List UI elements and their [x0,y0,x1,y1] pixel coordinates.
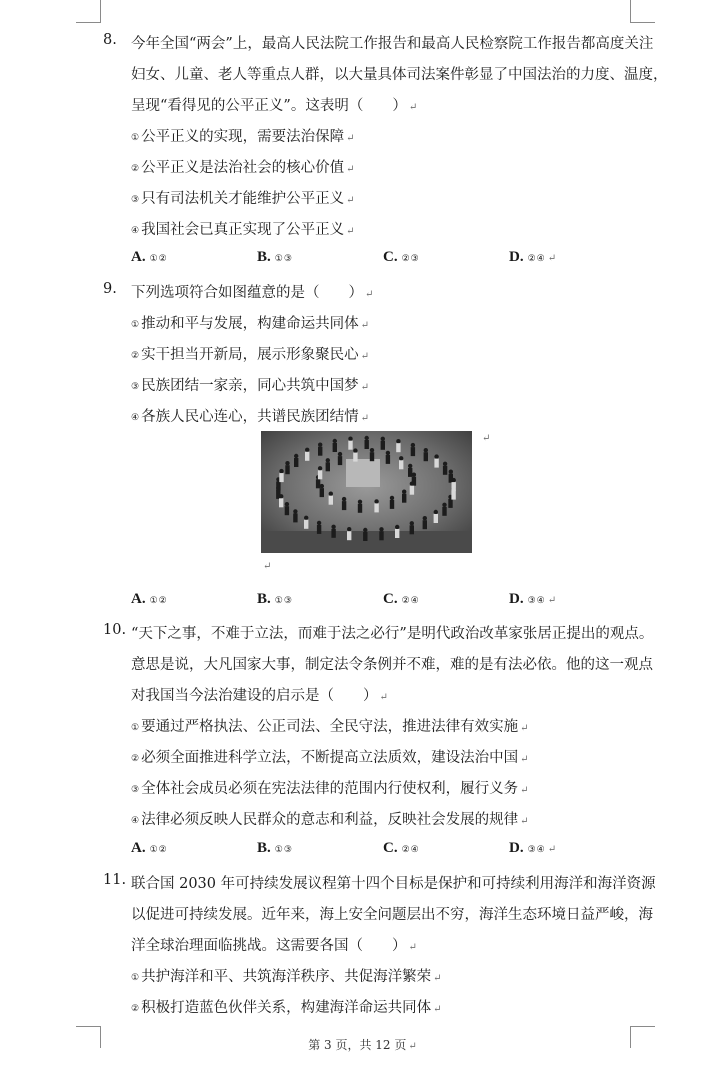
dancer-figure [363,532,367,541]
dancer-figure [358,504,362,513]
dancer-figure [353,453,357,462]
question-stem-line: “天下之事，不难于立法，而难于法之必行”是明代政治改革家张居正提出的观点。 [131,626,654,642]
option-item: ③ 全体社会成员必须在宪法法律的范围内行使权利，履行义务 ↵ [131,781,529,797]
dancer-figure [374,503,378,512]
choice-b: B. ①③ [257,249,293,265]
dancer-figure [408,464,412,468]
question-number: 8. [103,32,117,48]
dancer-figure [370,452,374,461]
dancer-figure [317,521,321,525]
dancer-figure [365,436,369,440]
dancer-figure [410,525,414,534]
question-stem-line: 下列选项符合如图蕴意的是（ ） ↵ [131,285,374,301]
dancer-figure [370,448,374,452]
dancer-figure [396,439,400,443]
paragraph-mark: ↵ [482,433,491,444]
dancer-figure [331,529,335,538]
dancer-figure [333,439,337,443]
dancer-figure [276,490,280,499]
choice-b: B. ①③ [257,840,293,856]
option-item: ④ 法律必须反映人民群众的意志和利益，反映社会发展的规律 ↵ [131,812,529,828]
dancer-figure [399,460,403,469]
dancer-figure [442,503,446,507]
dancer-figure [379,531,383,540]
choice-c: C. ②③ [383,249,420,265]
dancer-figure [285,506,289,515]
dancer-figure [279,498,283,507]
dancer-figure [434,459,438,468]
dancer-figure [395,529,399,538]
question-stem-line: 联合国 2030 年可持续发展议程第十四个目标是保护和可持续利用海洋和海洋资源 [131,876,656,892]
choice-d: D. ③④ ↵ [509,591,557,607]
circle-dance-image [261,431,472,553]
dancer-figure [326,462,330,471]
question-number: 9. [103,281,117,297]
dancer-figure [449,470,453,474]
dancer-figure [338,456,342,465]
question-stem-line: 洋全球治理面临挑战。这需要各国（ ） ↵ [131,938,417,954]
dancer-figure [442,507,446,516]
choice-b: B. ①③ [257,591,293,607]
dancer-figure [294,458,298,467]
crop-mark-top-left-v [100,0,101,22]
choice-a: A. ①② [131,591,168,607]
crop-mark-bottom-left-h [76,1026,101,1027]
option-item: ③ 只有司法机关才能维护公平正义 ↵ [131,191,355,207]
dancer-figure [347,531,351,540]
dancer-figure [434,454,438,458]
dancer-figure [448,499,452,508]
dancer-figure [348,441,352,450]
dancer-figure [412,477,416,486]
dancer-figure [452,482,456,491]
dancer-figure [451,491,455,500]
choice-c: C. ②④ [383,840,420,856]
dancer-figure [452,478,456,482]
dancer-figure [424,452,428,461]
choice-d: D. ③④ ↵ [509,840,557,856]
option-item: ① 推动和平与发展，构建命运共同体 ↵ [131,316,369,332]
dancer-figure [305,448,309,452]
dancer-figure [285,502,289,506]
dancer-figure [304,516,308,520]
crop-mark-top-right-h [630,22,655,23]
option-item: ② 实干担当开新局，展示形象聚民心 ↵ [131,347,369,363]
option-item: ① 要通过严格执法、公正司法、全民守法，推进法律有效实施 ↵ [131,719,529,735]
dancer-figure [411,447,415,456]
dancer-figure [443,462,447,466]
question-stem-line: 对我国当今法治建设的启示是（ ） ↵ [131,688,388,704]
dancer-figure [285,461,289,465]
dancer-figure [342,501,346,510]
dancer-figure [408,468,412,477]
dancer-figure [423,520,427,529]
dancer-figure [333,443,337,452]
dancer-figure [434,510,438,514]
question-stem-line: 妇女、儿童、老人等重点人群，以大量具体司法案件彰显了中国法治的力度、温度， [131,67,668,83]
choice-a: A. ①② [131,249,168,265]
dancer-figure [304,520,308,529]
dancer-figure [293,513,297,522]
dancer-figure [329,496,333,505]
question-number: 11. [103,872,127,888]
dancer-figure [402,494,406,503]
option-item: ④ 各族人民心连心，共谱民族团结情 ↵ [131,409,369,425]
question-number: 10. [103,622,127,638]
question-stem-line: 意思是说，大凡国家大事，制定法令条例并不难，难的是有法必依。他的这一观点 [131,657,653,673]
dancer-figure [316,479,320,488]
dancer-figure [294,454,298,458]
dancer-figure [326,458,330,462]
question-stem-line: 呈现“看得见的公平正义”。这表明（ ） ↵ [131,98,418,114]
dancer-figure [399,456,403,460]
dancer-figure [390,496,394,500]
option-item: ② 公平正义是法治社会的核心价值 ↵ [131,160,355,176]
dancer-figure [353,448,357,452]
dancer-figure [331,525,335,529]
dancer-figure [410,521,414,525]
option-item: ④ 我国社会已真正实现了公平正义 ↵ [131,222,355,238]
dancer-figure [410,486,414,495]
dancer-figure [396,443,400,452]
page-footer: 第 3 页，共 12 页 ↵ [308,1038,417,1052]
dancer-figure [374,499,378,503]
crop-mark-top-left-h [76,22,101,23]
dancer-figure [412,473,416,477]
crop-mark-top-right-v [630,0,631,22]
dancer-figure [386,455,390,464]
dancer-figure [411,443,415,447]
option-item: ③ 民族团结一家亲，同心共筑中国梦 ↵ [131,378,369,394]
option-item: ① 公平正义的实现，需要法治保障 ↵ [131,129,355,145]
question-stem-line: 今年全国“两会”上，最高人民法院工作报告和最高人民检察院工作报告都高度关注 [131,36,654,52]
dancer-figure [363,528,367,532]
dancer-figure [279,473,283,482]
option-item: ② 积极打造蓝色伙伴关系，构建海洋命运共同体 ↵ [131,1000,442,1016]
choice-a: A. ①② [131,840,168,856]
dancer-figure [285,465,289,474]
dancer-figure [381,441,385,450]
crop-mark-bottom-right-h [630,1026,655,1027]
ethnic-unity-dance-photo [261,431,472,553]
dancer-figure [320,488,324,497]
dancer-figure [342,497,346,501]
dancer-figure [390,500,394,509]
dancer-figure [348,437,352,441]
dancer-figure [443,466,447,475]
dancer-figure [424,448,428,452]
dancer-figure [329,492,333,496]
dancer-figure [318,443,322,447]
dancer-figure [381,437,385,441]
dancer-figure [379,527,383,531]
dancer-figure [317,525,321,534]
paragraph-mark: ↵ [263,561,272,572]
choice-d: D. ②④ ↵ [509,249,557,265]
dancer-figure [423,516,427,520]
option-item: ② 必须全面推进科学立法，不断提高立法质效，建设法治中国 ↵ [131,750,529,766]
dancer-figure [402,490,406,494]
choice-c: C. ②④ [383,591,420,607]
dancer-figure [318,470,322,479]
dancer-figure [358,500,362,504]
dancer-figure [305,452,309,461]
dancer-figure [338,452,342,456]
dancer-figure [347,527,351,531]
option-item: ① 共护海洋和平、共筑海洋秩序、共促海洋繁荣 ↵ [131,969,442,985]
question-stem-line: 以促进可持续发展。近年来，海上安全问题层出不穷，海洋生态环境日益严峻，海 [131,907,653,923]
dancer-figure [318,447,322,456]
dancer-figure [293,509,297,513]
dancer-figure [276,481,280,490]
dancer-figure [386,451,390,455]
dancer-figure [318,466,322,470]
dancer-figure [365,440,369,449]
dancer-figure [395,525,399,529]
dancer-figure [279,469,283,473]
dancer-figure [434,514,438,523]
